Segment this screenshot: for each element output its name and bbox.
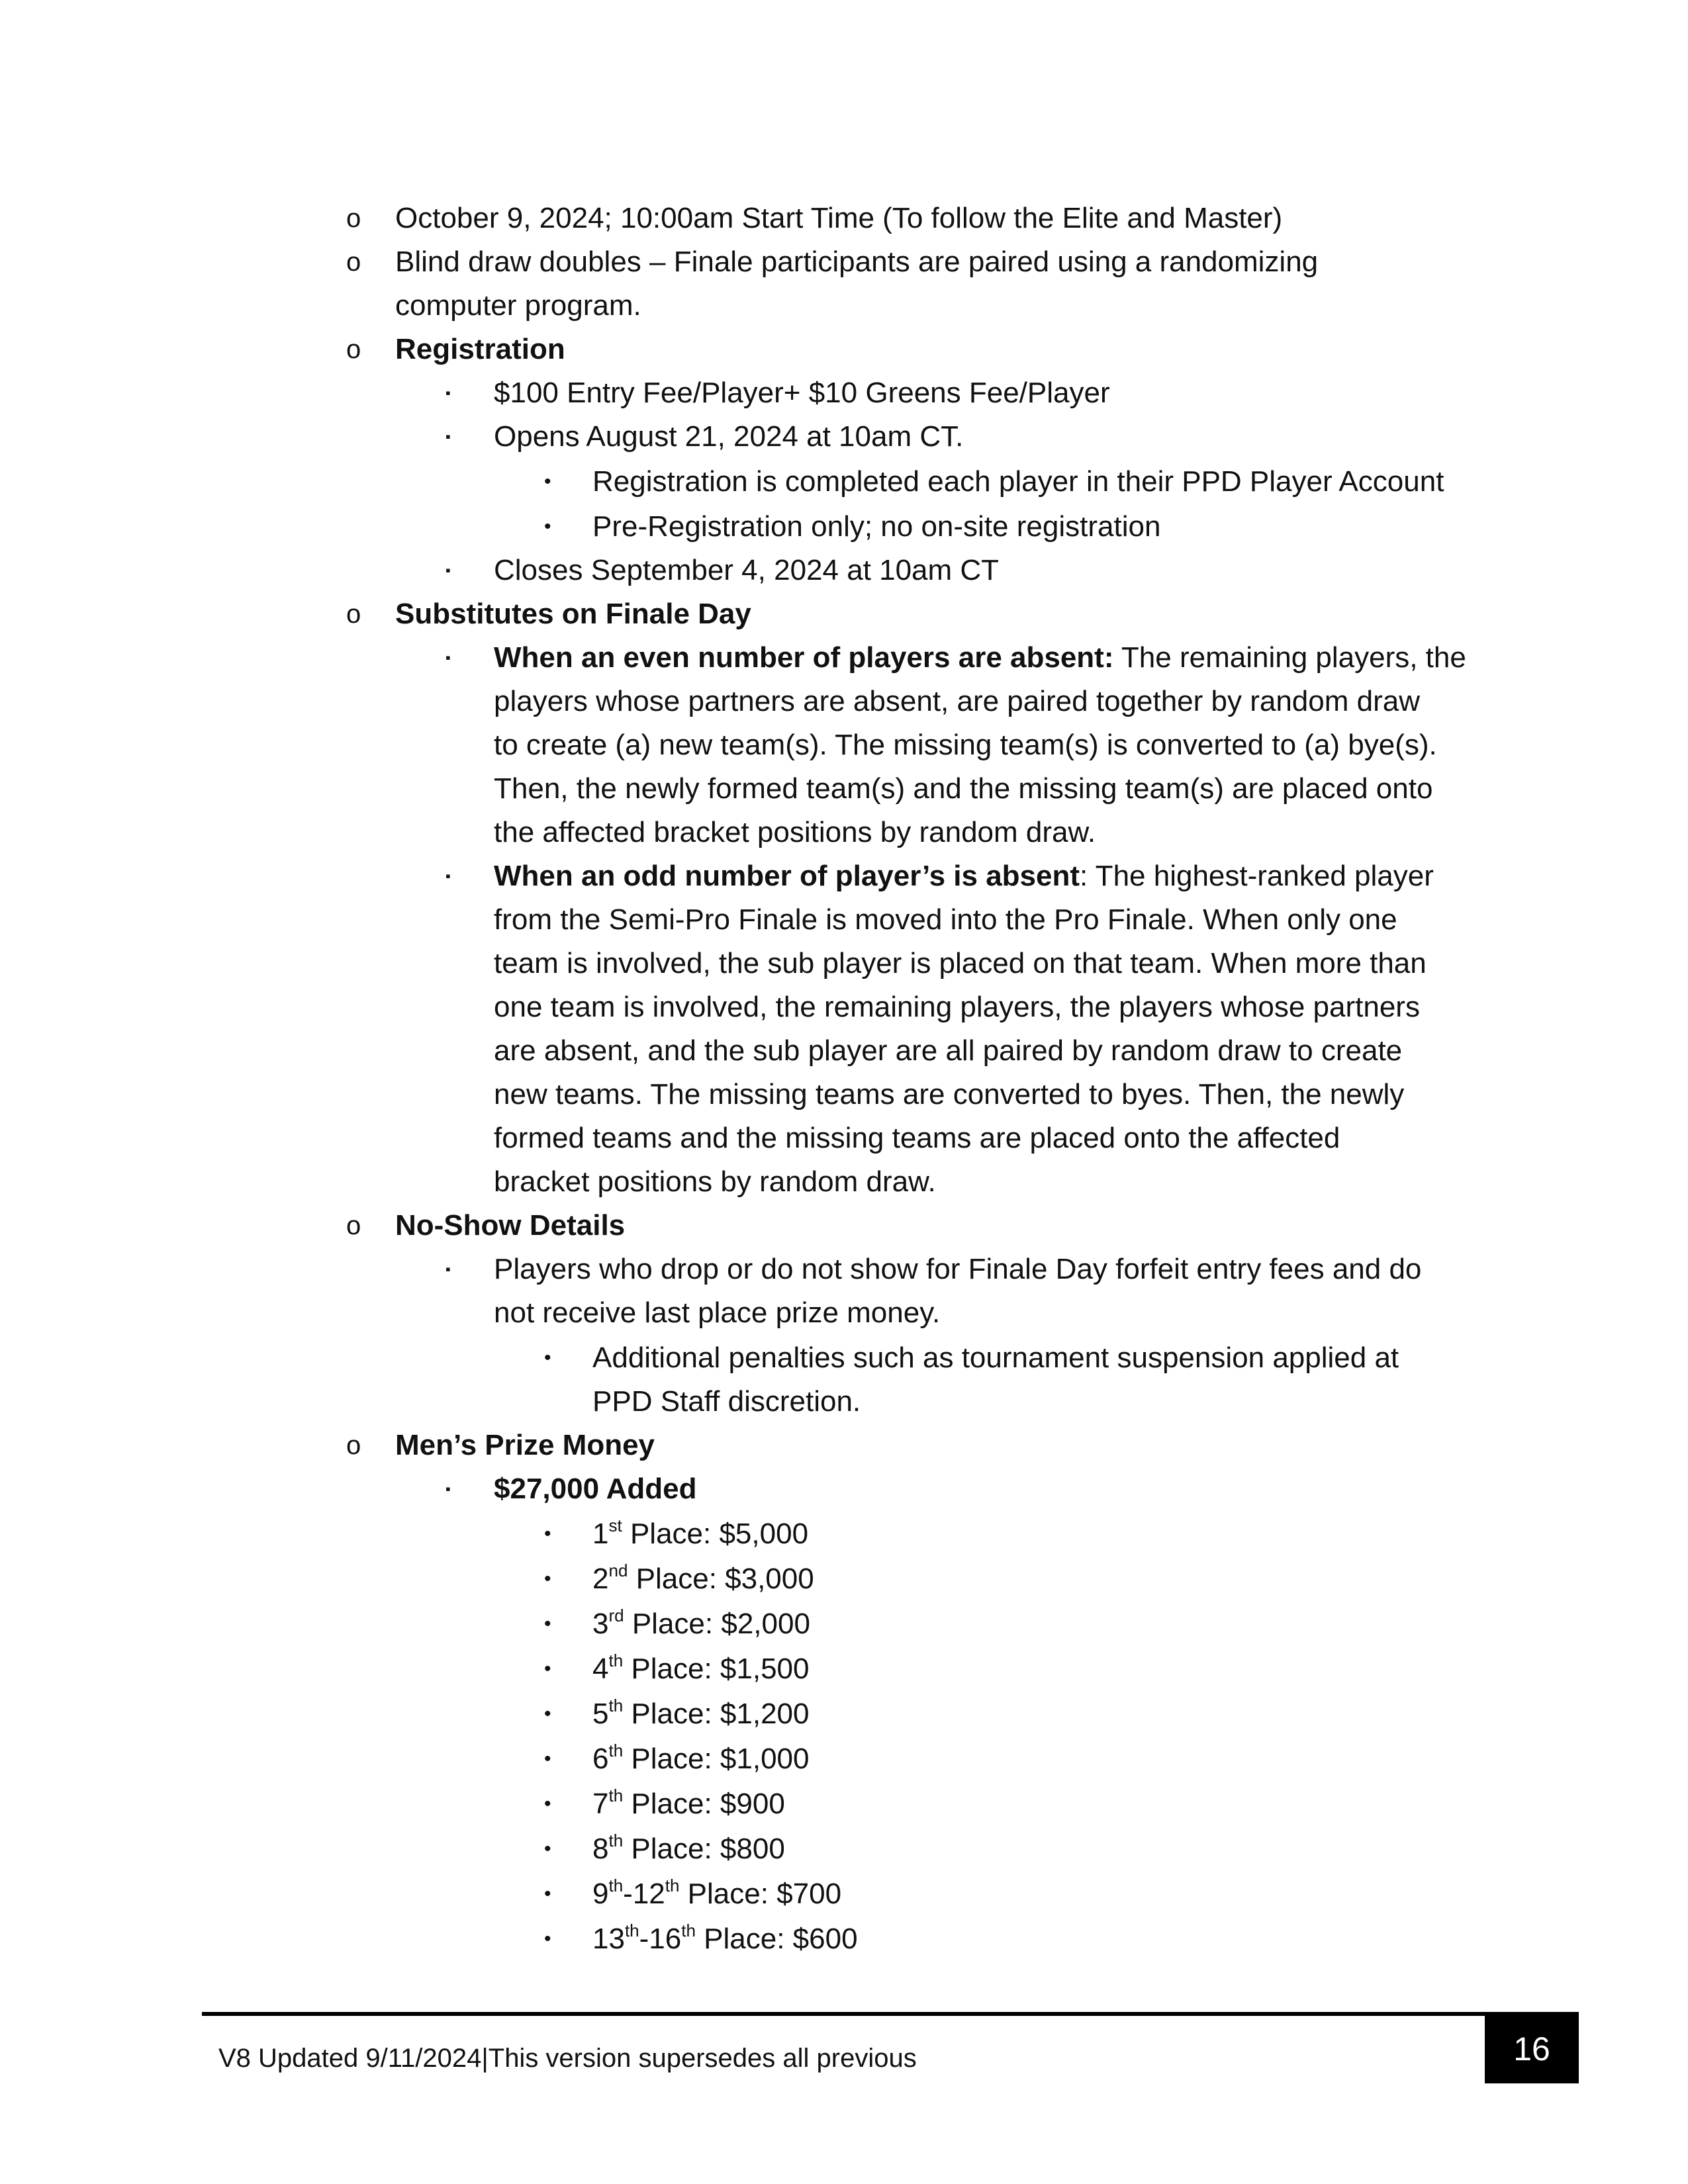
list-item	[494, 371, 1110, 415]
section-heading	[395, 592, 751, 636]
prize-rank-suffix: th	[608, 1786, 624, 1805]
list-item	[592, 1336, 1399, 1380]
prize-amount: Place: $1,500	[623, 1653, 810, 1685]
section-heading	[395, 1424, 655, 1467]
item-text: Pre-Registration only; no on-site registration	[592, 510, 1161, 543]
item-text: $100 Entry Fee/Player+ $10 Greens Fee/Player	[494, 377, 1110, 409]
prize-item	[592, 1872, 841, 1916]
list-item-continuation	[494, 1073, 1404, 1116]
list-marker: •	[544, 1658, 551, 1680]
list-marker: •	[544, 471, 551, 492]
prize-amount: Place: $2,000	[624, 1608, 810, 1640]
prize-rank: 9	[592, 1878, 609, 1910]
prize-item	[592, 1782, 785, 1826]
prize-amount: Place: $900	[623, 1788, 785, 1820]
prize-rank: 7	[592, 1788, 609, 1820]
prize-rank: 4	[592, 1653, 609, 1685]
prize-rank-suffix: th	[681, 1921, 696, 1940]
prize-item	[592, 1512, 808, 1556]
list-marker: •	[544, 1703, 551, 1725]
prize-item	[592, 1917, 858, 1961]
list-marker: •	[544, 1613, 551, 1635]
item-text: to create (a) new team(s). The missing team(s) is converted to (a) bye(s).	[494, 729, 1437, 761]
list-item-continuation	[592, 1380, 861, 1424]
page-number: 16	[1485, 2015, 1579, 2083]
list-marker: •	[544, 1523, 551, 1545]
list-item-continuation	[494, 723, 1437, 767]
list-item	[494, 636, 1466, 680]
item-text: players whose partners are absent, are paired together by random draw	[494, 685, 1420, 717]
prize-rank-suffix: th	[608, 1696, 624, 1715]
list-marker: •	[544, 1793, 551, 1815]
list-marker: ▪	[445, 562, 451, 578]
list-marker: o	[346, 1211, 361, 1240]
prize-rank-range-end: -12	[623, 1878, 665, 1910]
item-text: one team is involved, the remaining players, the players whose partners	[494, 991, 1420, 1023]
prize-item	[592, 1827, 785, 1871]
list-item	[494, 1467, 697, 1511]
item-text: computer program.	[395, 289, 641, 322]
list-item	[395, 197, 1282, 240]
list-marker: ▪	[445, 1261, 451, 1277]
prize-rank-suffix: st	[608, 1516, 622, 1535]
list-marker: •	[544, 1928, 551, 1950]
list-item-continuation	[494, 985, 1420, 1029]
heading-text: Substitutes on Finale Day	[395, 598, 751, 630]
list-marker: •	[544, 1748, 551, 1770]
item-text: Blind draw doubles – Finale participants are paired using a randomizing	[395, 246, 1319, 278]
list-item	[494, 415, 963, 459]
prize-rank: 13	[592, 1923, 625, 1955]
list-item-continuation	[494, 811, 1096, 854]
footer-divider	[202, 2012, 1579, 2016]
prize-amount: Place: $800	[623, 1833, 785, 1865]
item-text: from the Semi-Pro Finale is moved into the Pro Finale. When only one	[494, 903, 1397, 936]
prize-rank-suffix: th	[608, 1876, 624, 1895]
prize-item	[592, 1602, 810, 1646]
prize-item	[592, 1692, 810, 1736]
prize-rank-suffix: nd	[608, 1561, 628, 1580]
list-item	[494, 854, 1434, 898]
item-text: team is involved, the sub player is placed on that team. When more than	[494, 947, 1427, 979]
heading-text: No-Show Details	[395, 1209, 626, 1242]
prize-rank-suffix: th	[608, 1651, 624, 1670]
prize-amount: Place: $1,200	[623, 1698, 810, 1730]
list-item-continuation	[494, 898, 1397, 942]
list-item-continuation	[494, 1160, 936, 1204]
prize-rank: 5	[592, 1698, 609, 1730]
list-item-continuation	[494, 1291, 940, 1335]
item-text: Registration is completed each player in their PPD Player Account	[592, 465, 1444, 498]
prize-rank-suffix: th	[608, 1741, 624, 1760]
prize-rank: 6	[592, 1743, 609, 1775]
heading-text: Registration	[395, 333, 565, 365]
prize-rank-suffix: th	[665, 1876, 680, 1895]
prize-amount: Place: $5,000	[622, 1518, 809, 1550]
list-marker: ▪	[445, 1480, 451, 1497]
list-marker: •	[544, 516, 551, 537]
list-marker: ▪	[445, 385, 451, 401]
item-text: the affected bracket positions by random draw.	[494, 816, 1096, 848]
section-heading	[395, 328, 565, 371]
item-text: bracket positions by random draw.	[494, 1165, 936, 1198]
list-marker: o	[346, 335, 361, 364]
item-lead-bold: When an odd number of player’s is absent	[494, 860, 1080, 892]
item-text: : The highest-ranked player	[1080, 860, 1434, 892]
prize-item	[592, 1737, 810, 1781]
prize-rank-suffix: th	[624, 1921, 639, 1940]
item-lead-bold: $27,000 Added	[494, 1473, 697, 1505]
list-item	[395, 240, 1318, 284]
list-item	[494, 1248, 1421, 1291]
item-text: new teams. The missing teams are converted to byes. Then, the newly	[494, 1078, 1405, 1111]
footer-version-note: V8 Updated 9/11/2024|This version supersedes all previous	[218, 2044, 917, 2073]
item-text: Players who drop or do not show for Finale Day forfeit entry fees and do	[494, 1253, 1422, 1285]
list-item-continuation	[395, 284, 641, 328]
list-marker: ▪	[445, 868, 451, 884]
prize-item	[592, 1647, 810, 1691]
item-text: Additional penalties such as tournament suspension applied at	[592, 1342, 1399, 1374]
list-item	[592, 505, 1160, 549]
prize-amount: Place: $600	[695, 1923, 858, 1955]
prize-rank-range-end: -16	[639, 1923, 682, 1955]
item-text: formed teams and the missing teams are placed onto the affected	[494, 1122, 1340, 1154]
prize-amount: Place: $700	[679, 1878, 842, 1910]
item-text: October 9, 2024; 10:00am Start Time (To follow the Elite and Master)	[395, 202, 1283, 234]
list-item-continuation	[494, 1116, 1340, 1160]
item-lead-bold: When an even number of players are absent:	[494, 641, 1114, 674]
prize-amount: Place: $3,000	[628, 1563, 814, 1595]
list-item-continuation	[494, 1029, 1402, 1073]
prize-rank-suffix: th	[608, 1831, 624, 1850]
item-text: PPD Staff discretion.	[592, 1385, 861, 1418]
list-item-continuation	[494, 767, 1432, 811]
prize-rank: 1	[592, 1518, 609, 1550]
list-marker: o	[346, 1431, 361, 1460]
list-marker: o	[346, 248, 361, 277]
list-marker: ▪	[445, 649, 451, 666]
item-text: Opens August 21, 2024 at 10am CT.	[494, 420, 964, 453]
list-marker: •	[544, 1883, 551, 1905]
list-marker: •	[544, 1347, 551, 1369]
list-marker: o	[346, 600, 361, 629]
item-text: not receive last place prize money.	[494, 1297, 941, 1329]
prize-rank-suffix: rd	[608, 1606, 624, 1625]
list-marker: ▪	[445, 428, 451, 445]
item-text: Closes September 4, 2024 at 10am CT	[494, 554, 1000, 586]
prize-rank: 3	[592, 1608, 609, 1640]
list-marker: •	[544, 1838, 551, 1860]
item-text: are absent, and the sub player are all paired by random draw to create	[494, 1034, 1403, 1067]
prize-rank: 8	[592, 1833, 609, 1865]
list-item	[494, 549, 999, 592]
prize-amount: Place: $1,000	[623, 1743, 810, 1775]
list-item	[592, 460, 1444, 504]
list-marker: o	[346, 204, 361, 233]
list-item-continuation	[494, 942, 1427, 985]
section-heading	[395, 1204, 625, 1248]
item-text: The remaining players, the	[1113, 641, 1466, 674]
item-text: Then, the newly formed team(s) and the missing team(s) are placed onto	[494, 772, 1433, 805]
list-item-continuation	[494, 680, 1420, 723]
heading-text: Men’s Prize Money	[395, 1429, 655, 1461]
list-marker: •	[544, 1568, 551, 1590]
prize-item	[592, 1557, 814, 1601]
prize-rank: 2	[592, 1563, 609, 1595]
